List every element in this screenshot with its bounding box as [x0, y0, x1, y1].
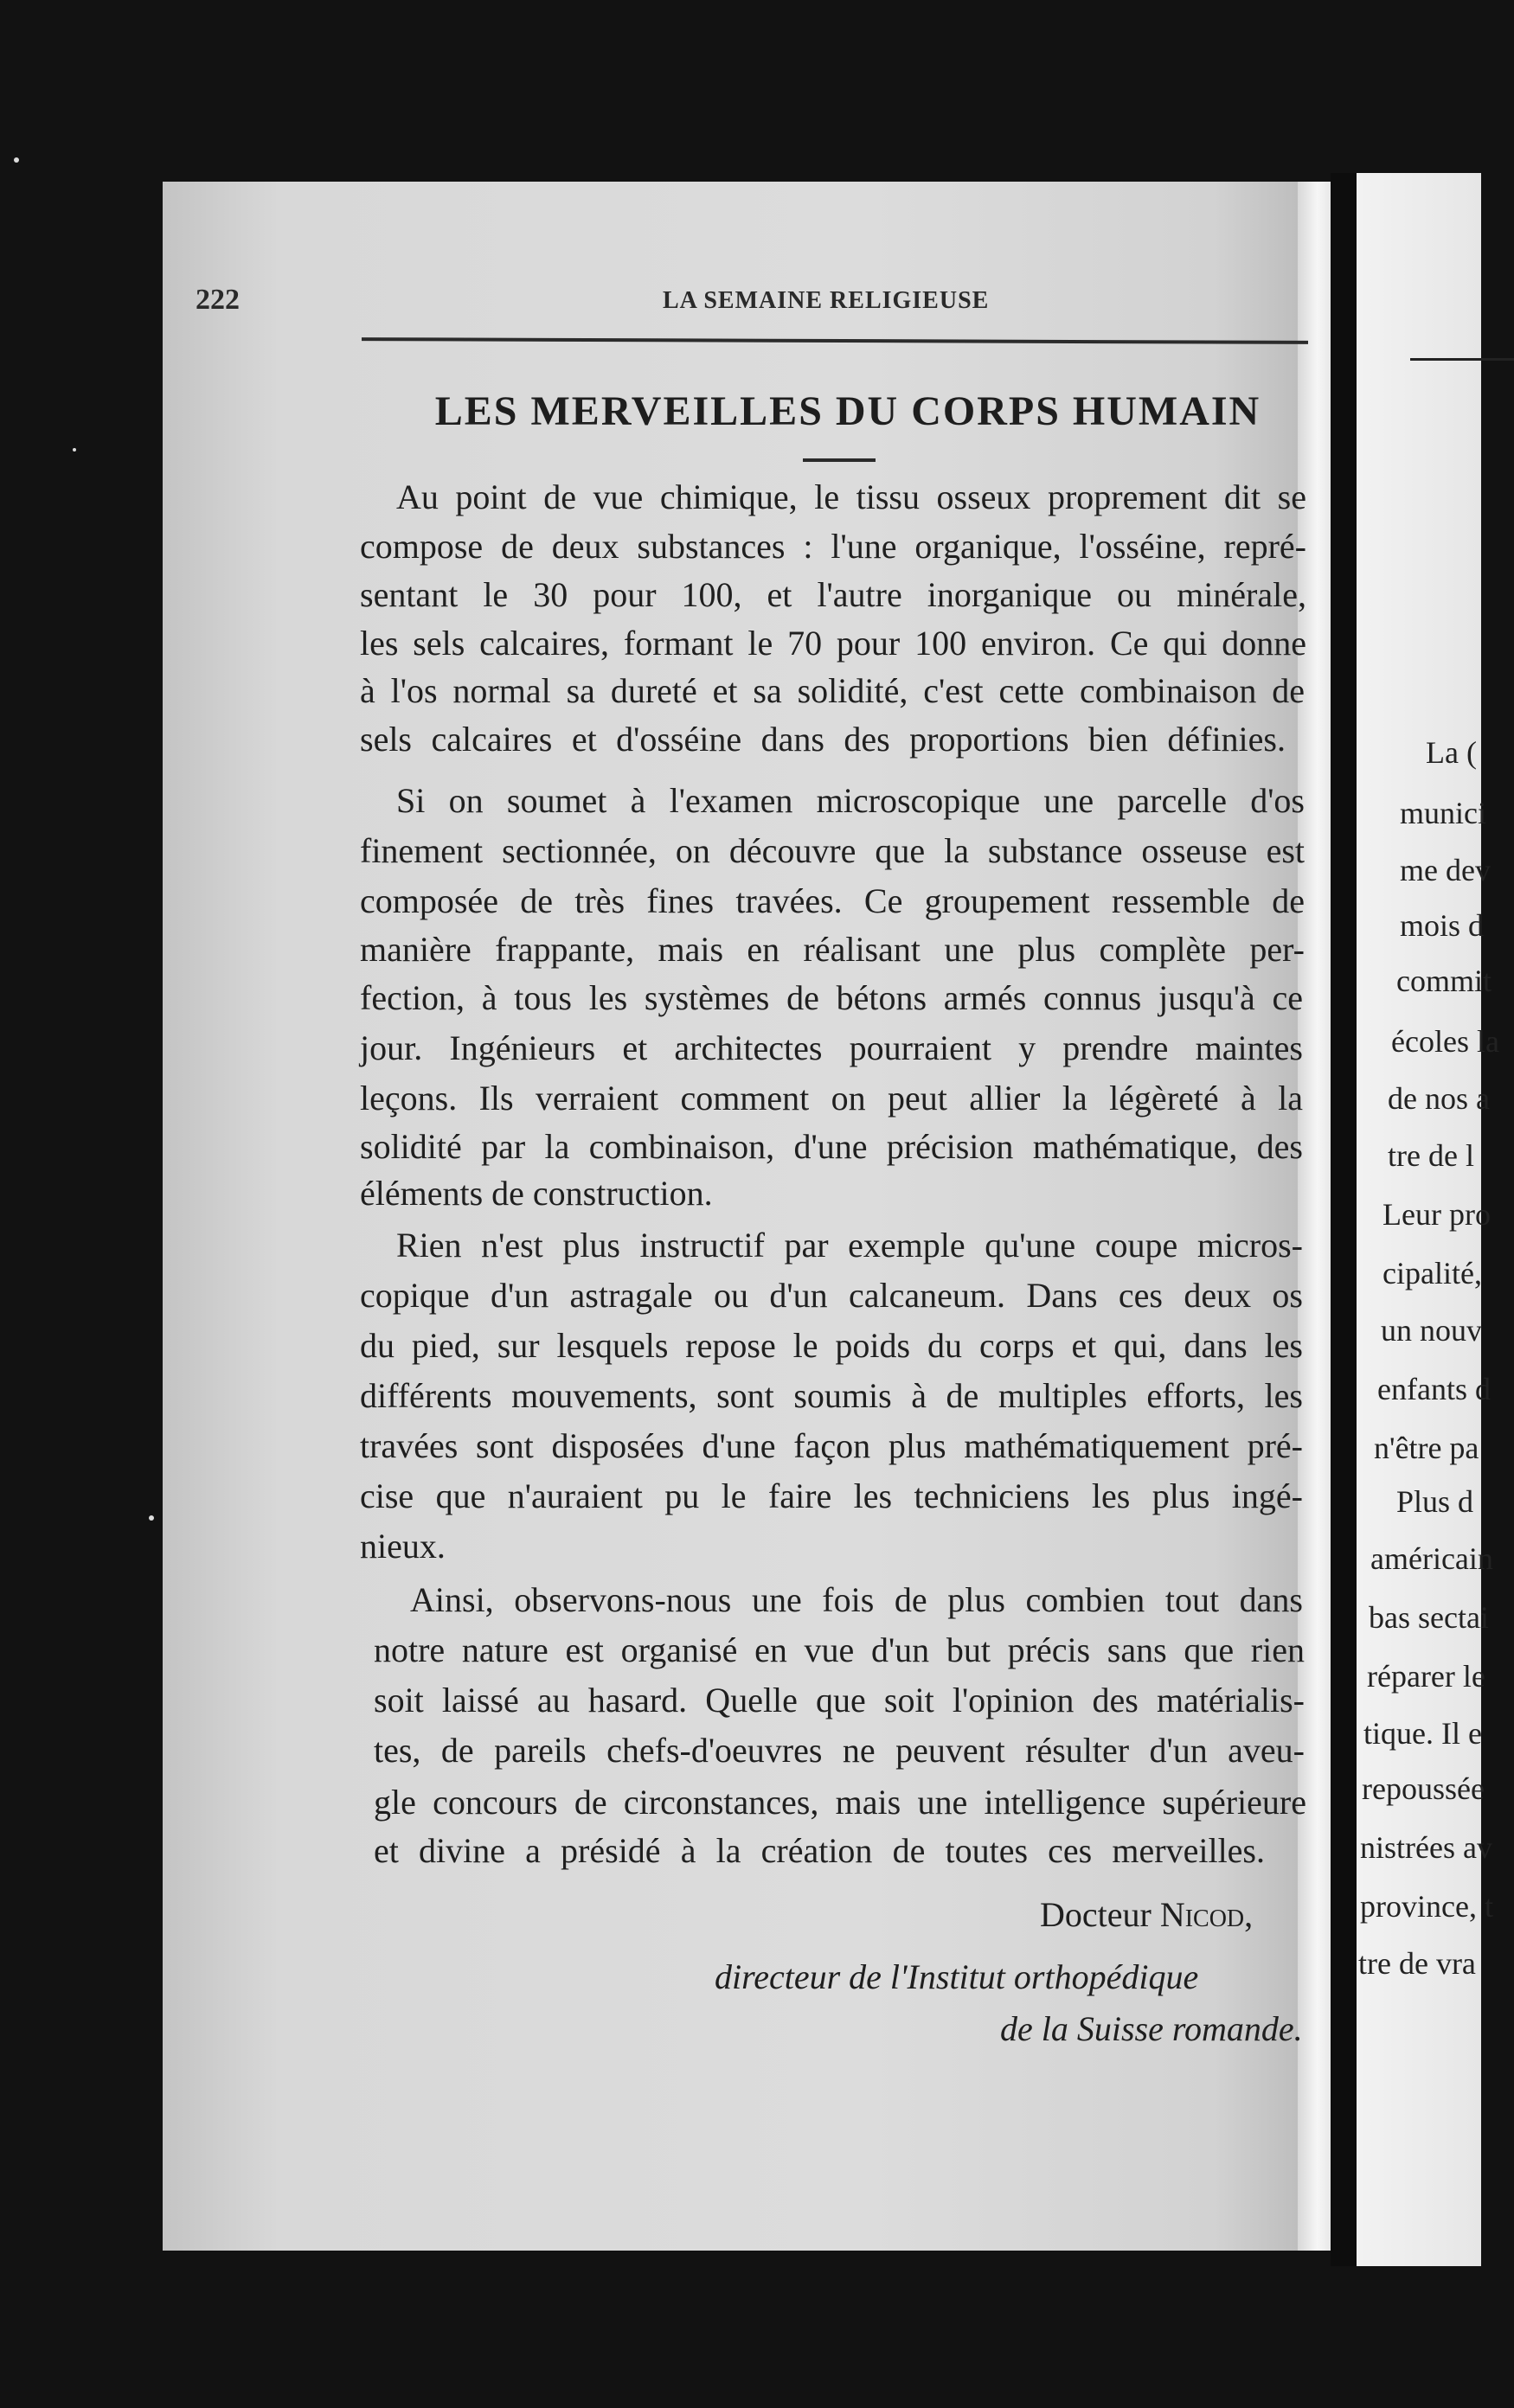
- signature-name: [1040, 1894, 1253, 1935]
- text-line: soit laissé au hasard. Quelle que soit l'opinion des matérialis-: [374, 1681, 1305, 1720]
- facing-text-line: commit: [1396, 964, 1492, 998]
- text-line: Rien n'est plus instructif par exemple qu'une coupe micros-: [396, 1226, 1303, 1265]
- signature-title-word: Docteur: [1040, 1895, 1152, 1934]
- facing-text-line: me dev: [1400, 853, 1491, 887]
- facing-text-line: mois d: [1400, 908, 1485, 943]
- signature-surname: Nicod,: [1159, 1895, 1254, 1934]
- text-line: solidité par la combinaison, d'une précision mathématique, des: [360, 1127, 1303, 1166]
- book-page-right: [1357, 173, 1499, 2266]
- title-rule: [803, 458, 876, 462]
- text-line: cise que n'auraient pu le faire les techniciens les plus ingé-: [360, 1476, 1303, 1515]
- facing-text-line: enfants d: [1377, 1372, 1491, 1406]
- facing-text-line: Plus d: [1396, 1484, 1474, 1519]
- text-line: tes, de pareils chefs-d'oeuvres ne peuvent résulter d'un aveu-: [374, 1731, 1305, 1770]
- text-line: gle concours de circonstances, mais une intelligence supérieure: [374, 1783, 1306, 1822]
- text-line: jour. Ingénieurs et architectes pourraient y prendre maintes: [360, 1028, 1303, 1067]
- facing-text-line: de nos a: [1388, 1081, 1490, 1116]
- text-line: compose de deux substances : l'une organique, l'osséine, repré-: [360, 527, 1306, 566]
- facing-page-rule: [1410, 358, 1514, 361]
- text-line: Ainsi, observons-nous une fois de plus combien tout dans: [410, 1580, 1303, 1619]
- film-speck: [149, 1515, 154, 1521]
- facing-text-line: bas sectai: [1369, 1600, 1489, 1635]
- facing-text-line: tique. Il e: [1363, 1716, 1482, 1751]
- facing-text-line: munici: [1400, 796, 1486, 830]
- facing-text-line: repoussée: [1362, 1771, 1485, 1806]
- text-line: leçons. Ils verraient comment on peut allier la légèreté à la: [360, 1079, 1303, 1118]
- text-line: les sels calcaires, formant le 70 pour 100 environ. Ce qui donne: [360, 624, 1306, 663]
- text-line: et divine a présidé à la création de toutes ces merveilles.: [374, 1831, 1265, 1870]
- facing-text-line: La (: [1426, 735, 1477, 770]
- text-line: manière frappante, mais en réalisant une plus complète per-: [360, 930, 1305, 969]
- text-line: éléments de construction.: [360, 1174, 713, 1213]
- facing-text-line: nistrées av: [1360, 1830, 1492, 1865]
- facing-text-line: province, t: [1360, 1889, 1493, 1924]
- book-gutter: [1331, 173, 1357, 2266]
- text-line: du pied, sur lesquels repose le poids du corps et qui, dans les: [360, 1326, 1303, 1365]
- film-speck: [14, 157, 19, 163]
- text-line: travées sont disposées d'une façon plus mathématiquement pré-: [360, 1426, 1303, 1465]
- text-line: sentant le 30 pour 100, et l'autre inorganique ou minérale,: [360, 575, 1306, 614]
- text-line: copique d'un astragale ou d'un calcaneum. Dans ces deux os: [360, 1276, 1303, 1315]
- text-line: Si on soumet à l'examen microscopique une parcelle d'os: [396, 781, 1305, 820]
- text-line: fection, à tous les systèmes de bétons armés connus jusqu'à ce: [360, 978, 1303, 1017]
- text-line: nieux.: [360, 1527, 446, 1566]
- facing-text-line: écoles la: [1391, 1024, 1499, 1059]
- signature-position: directeur de l'Institut orthopédique: [715, 1957, 1199, 1996]
- film-speck: [73, 448, 76, 452]
- text-line: différents mouvements, sont soumis à de multiples efforts, les: [360, 1376, 1303, 1415]
- facing-text-line: n'être pa: [1374, 1431, 1479, 1465]
- facing-text-line: cipalité,: [1382, 1256, 1482, 1290]
- facing-text-line: un nouv: [1381, 1313, 1482, 1348]
- signature-institution: de la Suisse romande.: [1000, 2009, 1303, 2048]
- text-line: sels calcaires et d'osséine dans des proportions bien définies.: [360, 720, 1286, 759]
- text-line: composée de très fines travées. Ce groupement ressemble de: [360, 881, 1305, 920]
- facing-text-line: tre de vra: [1358, 1946, 1476, 1981]
- running-head: LA SEMAINE RELIGIEUSE: [663, 287, 990, 314]
- facing-text-line: américain: [1370, 1541, 1493, 1576]
- text-line: finement sectionnée, on découvre que la substance osseuse est: [360, 831, 1305, 870]
- text-line: à l'os normal sa dureté et sa solidité, c'est cette combinaison de: [360, 671, 1305, 710]
- facing-text-line: Leur pro: [1382, 1197, 1491, 1232]
- article-title: LES MERVEILLES DU CORPS HUMAIN: [434, 388, 1261, 434]
- page-header: [196, 284, 1312, 327]
- facing-text-line: tre de l: [1388, 1138, 1474, 1173]
- text-line: notre nature est organisé en vue d'un but précis sans que rien: [374, 1630, 1305, 1669]
- page-number: 222: [196, 284, 240, 316]
- facing-text-line: réparer le: [1367, 1659, 1485, 1694]
- text-line: Au point de vue chimique, le tissu osseux proprement dit se: [396, 477, 1306, 516]
